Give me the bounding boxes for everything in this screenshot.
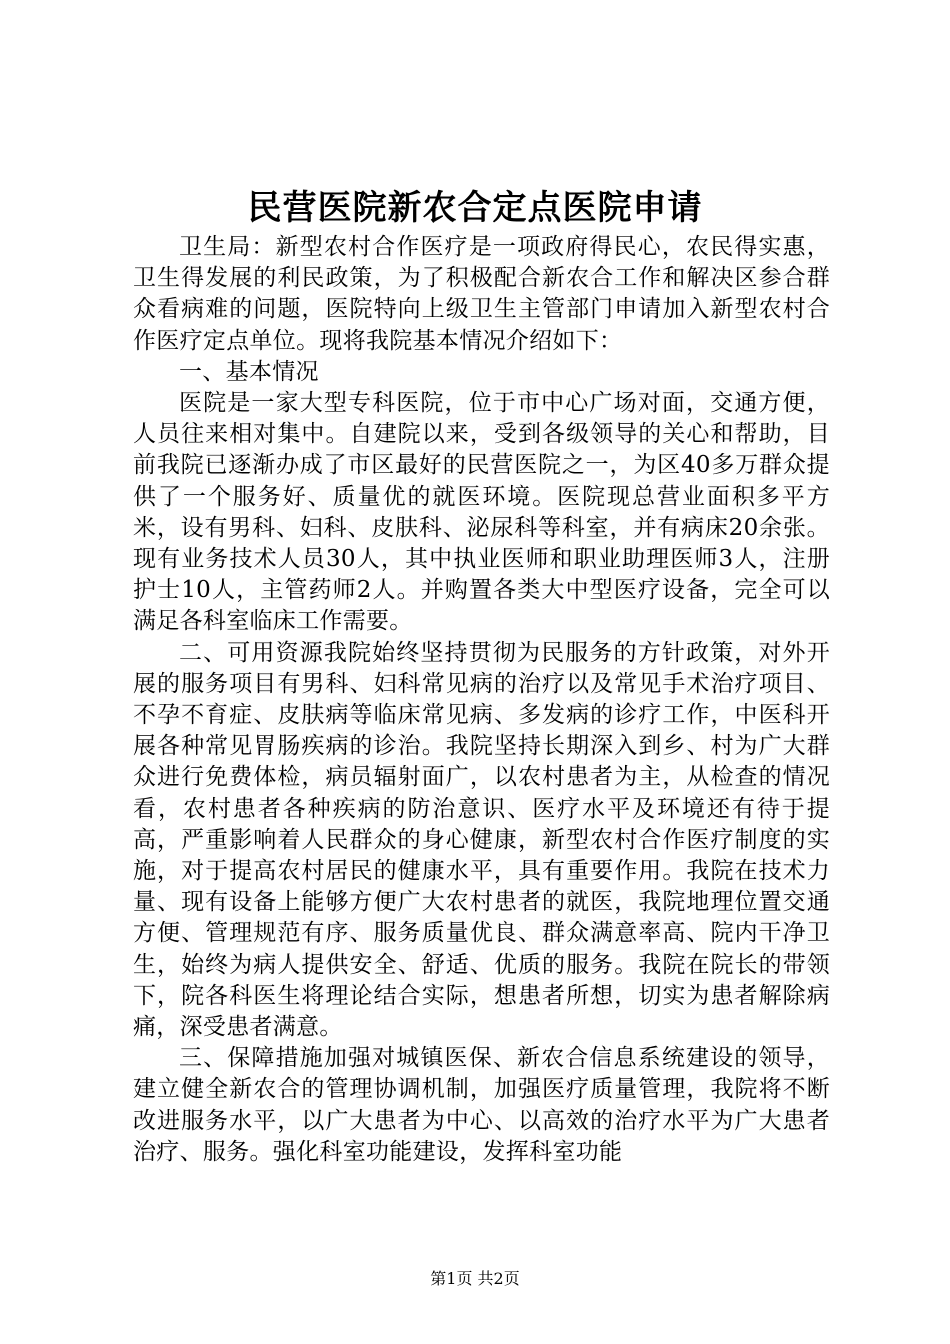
paragraph-basic-info: 医院是一家大型专科医院，位于市中心广场对面，交通方便，人员往来相对集中。自建院以来，受到各级领导的关心和帮助，目前我院已逐渐办成了市区最好的民营医院之一，为区40多万群众提供了一个服务好、质量优的就医环境。医院现总营业面积多平方米，设有男科、妇科、皮肤科、泌尿科等科室，并有病床20余张。现有业务技术人员30人，其中执业医师和职业助理医师3人，注册护士10人，主管药师2人。并购置各类大中型医疗设备，完全可以满足各科室临床工作需要。 <box>133 390 830 635</box>
document-title: 民营医院新农合定点医院申请 <box>247 188 703 228</box>
page-number-footer: 第1页 共2页 <box>430 1269 520 1288</box>
document-body <box>133 232 830 1168</box>
paragraph-measures: 三、保障措施加强对城镇医保、新农合信息系统建设的领导，建立健全新农合的管理协调机制，加强医疗质量管理，我院将不断改进服务水平，以广大患者为中心、以高效的治疗水平为广大患者治疗、服务。强化科室功能建设，发挥科室功能 <box>133 1045 830 1165</box>
paragraph-heading-basic-info: 一、基本情况 <box>179 358 319 385</box>
paragraph-resources: 二、可用资源我院始终坚持贯彻为民服务的方针政策，对外开展的服务项目有男科、妇科常见病的治疗以及常见手术治疗项目、不孕不育症、皮肤病等临床常见病、多发病的诊疗工作，中医科开展各种常见胃肠疾病的诊治。我院坚持长期深入到乡、村为广大群众进行免费体检，病员辐射面广，以农村患者为主，从检查的情况看，农村患者各种疾病的防治意识、医疗水平及环境还有待于提高，严重影响着人民群众的身心健康，新型农村合作医疗制度的实施，对于提高农村居民的健康水平，具有重要作用。我院在技术力量、现有设备上能够方便广大农村患者的就医，我院地理位置交通方便、管理规范有序、服务质量优良、群众满意率高、院内干净卫生，始终为病人提供安全、舒适、优质的服务。我院在院长的带领下，院各科医生将理论结合实际，想患者所想，切实为患者解除病痛，深受患者满意。 <box>133 639 830 1041</box>
paragraph-intro: 卫生局：新型农村合作医疗是一项政府得民心，农民得实惠，卫生得发展的利民政策，为了积极配合新农合工作和解决区参合群众看病难的问题，医院特向上级卫生主管部门申请加入新型农村合作医疗定点单位。现将我院基本情况介绍如下： <box>133 234 830 354</box>
